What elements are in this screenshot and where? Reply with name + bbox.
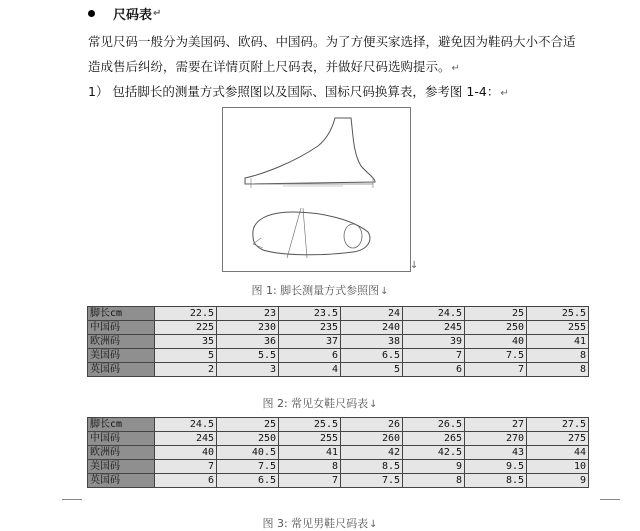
page-boundary-right: [600, 499, 620, 500]
table-cell: 4: [279, 363, 341, 377]
table-cell: 5.5: [217, 349, 279, 363]
table-cell: 5: [155, 349, 217, 363]
row-label: 中国码: [88, 321, 155, 335]
figure-1-caption: [0, 282, 640, 298]
row-label: 中国码: [88, 432, 155, 446]
row-label: 欧洲码: [88, 446, 155, 460]
table-cell: 7.5: [217, 460, 279, 474]
table-cell: 255: [279, 432, 341, 446]
table-cell: 260: [341, 432, 403, 446]
table-cell: 27.5: [527, 418, 589, 432]
table-cell: 26.5: [403, 418, 465, 432]
table-cell: 6: [279, 349, 341, 363]
table-cell: 23.5: [279, 307, 341, 321]
row-label: 英国码: [88, 474, 155, 488]
table-cell: 23: [217, 307, 279, 321]
paragraph-line-2-text: 造成售后纠纷，需要在详情页附上尺码表，并做好尺码选购提示。: [88, 59, 451, 74]
table-cell: 8: [403, 474, 465, 488]
table-cell: 2: [155, 363, 217, 377]
row-label: 英国码: [88, 363, 155, 377]
anchor-mark: ↓: [380, 286, 389, 297]
table-cell: 43: [465, 446, 527, 460]
row-label: 美国码: [88, 349, 155, 363]
table-cell: 7: [279, 474, 341, 488]
table-row: [88, 349, 589, 363]
table-cell: 250: [465, 321, 527, 335]
paragraph-mark: ↵: [500, 88, 509, 99]
paragraph-line-3: [88, 82, 509, 100]
bullet-icon: [88, 10, 95, 17]
paragraph-mark: ↵: [451, 63, 460, 74]
row-label: 脚长cm: [88, 418, 155, 432]
table-cell: 230: [217, 321, 279, 335]
table-cell: 7: [155, 460, 217, 474]
table-cell: 25.5: [279, 418, 341, 432]
table-cell: 38: [341, 335, 403, 349]
table-cell: 265: [403, 432, 465, 446]
table-cell: 225: [155, 321, 217, 335]
table-cell: 24.5: [155, 418, 217, 432]
table-cell: 41: [527, 335, 589, 349]
table-cell: 44: [527, 446, 589, 460]
table-cell: 9: [527, 474, 589, 488]
table-cell: 24: [341, 307, 403, 321]
table-cell: 26: [341, 418, 403, 432]
table-cell: 6.5: [217, 474, 279, 488]
row-label: 欧洲码: [88, 335, 155, 349]
figure-1-caption-text: 图 1: 脚长测量方式参照图: [251, 284, 380, 297]
table-cell: 255: [527, 321, 589, 335]
table-cell: 25.5: [527, 307, 589, 321]
men-table-caption-text: 图 3: 常见男鞋尺码表: [262, 517, 369, 530]
table-row: [88, 307, 589, 321]
table-cell: 6: [155, 474, 217, 488]
table-cell: 240: [341, 321, 403, 335]
table-cell: 22.5: [155, 307, 217, 321]
table-cell: 5: [341, 363, 403, 377]
table-cell: 7: [465, 363, 527, 377]
table-row: [88, 363, 589, 377]
table-cell: 245: [403, 321, 465, 335]
section-heading: [88, 4, 161, 23]
table-cell: 250: [217, 432, 279, 446]
table-cell: 8: [527, 363, 589, 377]
table-row: [88, 460, 589, 474]
table-cell: 36: [217, 335, 279, 349]
table-cell: 9.5: [465, 460, 527, 474]
page-boundary-left: [62, 499, 82, 500]
table-cell: 8.5: [465, 474, 527, 488]
table-cell: 9: [403, 460, 465, 474]
table-row: [88, 321, 589, 335]
table-cell: 40.5: [217, 446, 279, 460]
table-cell: 270: [465, 432, 527, 446]
row-label: 脚长cm: [88, 307, 155, 321]
women-table-caption: [0, 395, 640, 411]
table-cell: 3: [217, 363, 279, 377]
table-cell: 42: [341, 446, 403, 460]
table-cell: 42.5: [403, 446, 465, 460]
table-row: [88, 474, 589, 488]
table-cell: 27: [465, 418, 527, 432]
table-cell: 40: [465, 335, 527, 349]
row-label: 美国码: [88, 460, 155, 474]
table-cell: 25: [465, 307, 527, 321]
figure-anchor-mark: ↓: [410, 260, 419, 271]
table-cell: 37: [279, 335, 341, 349]
table-cell: 8.5: [341, 460, 403, 474]
table-cell: 8: [527, 349, 589, 363]
table-cell: 6.5: [341, 349, 403, 363]
women-size-table: [87, 306, 589, 377]
foot-measurement-figure: [222, 107, 411, 272]
table-cell: 25: [217, 418, 279, 432]
table-cell: 8: [279, 460, 341, 474]
table-cell: 7.5: [341, 474, 403, 488]
table-row: [88, 446, 589, 460]
table-cell: 39: [403, 335, 465, 349]
table-cell: 275: [527, 432, 589, 446]
table-row: [88, 432, 589, 446]
women-table-caption-text: 图 2: 常见女鞋尺码表: [262, 397, 369, 410]
paragraph-line-2: [88, 57, 460, 75]
anchor-mark: ↓: [369, 399, 378, 410]
table-row: [88, 418, 589, 432]
anchor-mark: ↓: [369, 519, 378, 530]
table-cell: 10: [527, 460, 589, 474]
table-cell: 245: [155, 432, 217, 446]
table-cell: 7: [403, 349, 465, 363]
men-size-table: [87, 417, 589, 488]
paragraph-line-1: 常见尺码一般分为美国码、欧码、中国码。为了方便买家选择，避免因为鞋码大小不合适: [88, 34, 576, 49]
table-cell: 35: [155, 335, 217, 349]
foot-drawing-icon: [223, 108, 410, 271]
table-row: [88, 335, 589, 349]
table-cell: 7.5: [465, 349, 527, 363]
table-cell: 41: [279, 446, 341, 460]
table-cell: 6: [403, 363, 465, 377]
table-cell: 24.5: [403, 307, 465, 321]
heading-text: 尺码表: [113, 8, 153, 23]
paragraph-mark: ↵: [153, 8, 162, 19]
paragraph-line-3-text: 1） 包括脚长的测量方式参照图以及国际、国标尺码换算表，参考图 1-4：: [88, 84, 500, 99]
table-cell: 235: [279, 321, 341, 335]
table-cell: 40: [155, 446, 217, 460]
